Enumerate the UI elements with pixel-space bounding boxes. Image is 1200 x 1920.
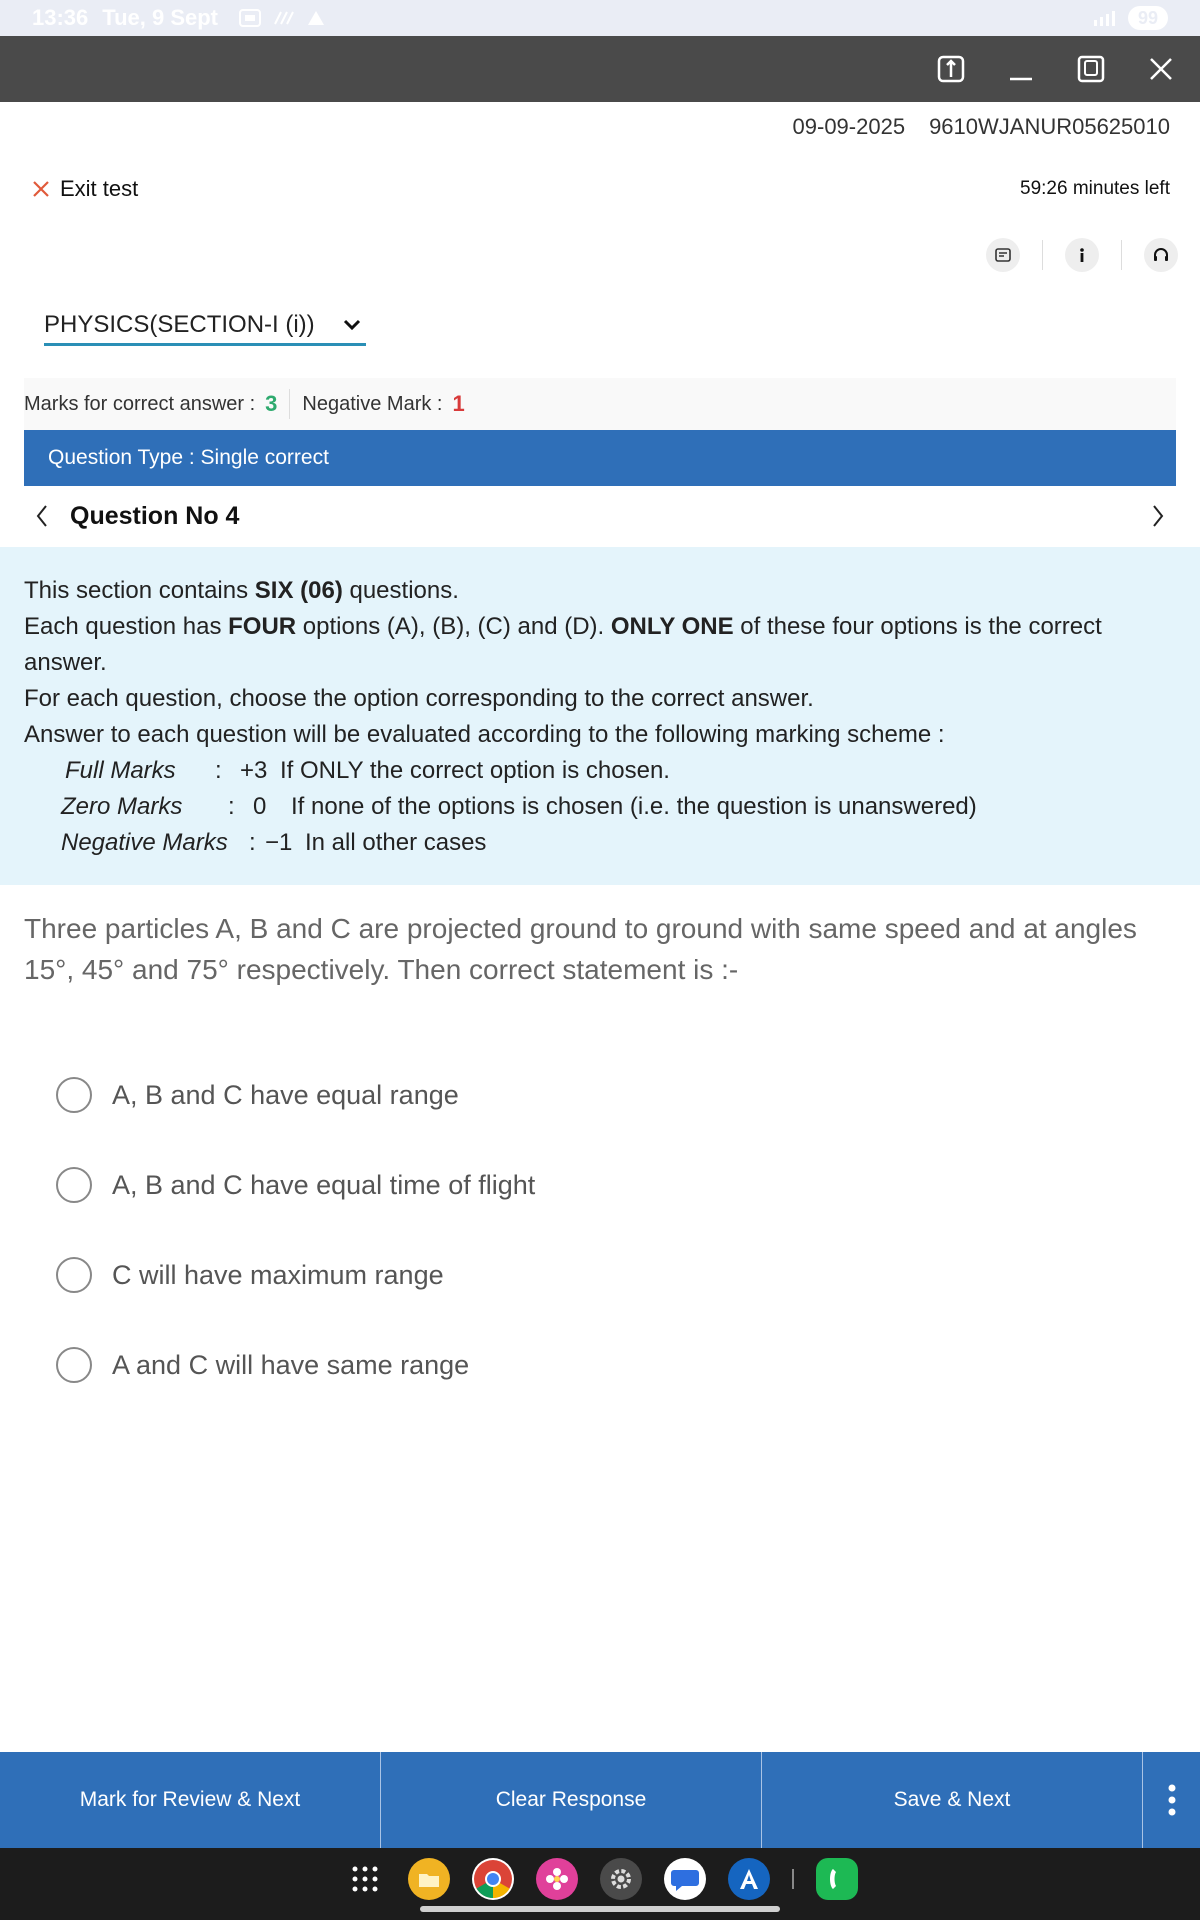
marks-negative-value: 1 xyxy=(452,391,465,416)
radio-button[interactable] xyxy=(56,1257,92,1293)
folder-icon xyxy=(417,1869,441,1889)
app-dock xyxy=(344,1858,858,1900)
split-view-icon xyxy=(937,55,965,83)
scheme-row: Zero Marks : 0 If none of the options is chosen (i.e. the question is unanswered) xyxy=(61,793,977,820)
close-icon xyxy=(32,180,50,198)
notes-button[interactable] xyxy=(986,238,1020,272)
clear-response-button[interactable]: Clear Response xyxy=(381,1752,762,1848)
option-label: C will have maximum range xyxy=(112,1259,444,1290)
signal-lines-icon xyxy=(272,8,296,28)
support-button[interactable] xyxy=(1144,238,1178,272)
option-b[interactable] xyxy=(56,1140,535,1230)
radio-button[interactable] xyxy=(56,1167,92,1203)
next-question-button[interactable] xyxy=(1140,498,1176,534)
apps-grid-icon xyxy=(351,1865,379,1893)
section-instructions xyxy=(0,547,1200,885)
action-footer xyxy=(0,1752,1200,1848)
status-icons xyxy=(238,8,326,28)
split-view-button[interactable] xyxy=(936,54,966,84)
maximize-icon xyxy=(1077,55,1105,83)
screenshot-icon xyxy=(238,8,262,28)
test-meta xyxy=(793,114,1170,140)
notes-icon xyxy=(993,245,1013,265)
exit-test-button[interactable] xyxy=(32,176,138,202)
question-nav xyxy=(24,492,1176,540)
minimize-icon xyxy=(1007,55,1035,83)
option-label: A, B and C have equal time of flight xyxy=(112,1169,536,1200)
gear-icon xyxy=(608,1866,634,1892)
section-dropdown[interactable] xyxy=(44,306,366,346)
info-button[interactable] xyxy=(1065,238,1099,272)
test-id: 9610WJANUR05625010 xyxy=(929,114,1170,139)
chevron-left-icon xyxy=(34,503,50,529)
exit-test-label: Exit test xyxy=(60,176,139,201)
mark-review-next-button[interactable]: Mark for Review & Next xyxy=(0,1752,381,1848)
answer-options xyxy=(56,1050,535,1410)
radio-button[interactable] xyxy=(56,1077,92,1113)
taskbar xyxy=(0,1848,1200,1920)
scheme-row: Negative Marks : −1 In all other cases xyxy=(61,829,487,856)
dock-divider xyxy=(792,1869,794,1889)
more-options-button[interactable] xyxy=(1143,1752,1200,1848)
apps-grid-button[interactable] xyxy=(344,1858,386,1900)
phone-app[interactable] xyxy=(816,1858,858,1900)
status-bar xyxy=(0,0,1200,36)
chrome-icon xyxy=(473,1859,513,1899)
gallery-app[interactable] xyxy=(536,1858,578,1900)
close-window-button[interactable] xyxy=(1146,54,1176,84)
scheme-row: Full Marks : +3 If ONLY the correct option is chosen. xyxy=(65,757,670,784)
option-c[interactable] xyxy=(56,1230,535,1320)
section-dropdown-value: PHYSICS(SECTION-I (i)) xyxy=(44,310,315,338)
close-icon xyxy=(1147,55,1175,83)
battery-indicator: 99 xyxy=(1128,6,1168,30)
window-titlebar xyxy=(0,36,1200,102)
status-time: 13:36 xyxy=(32,5,89,30)
chat-bubble-icon xyxy=(670,1866,700,1892)
divider xyxy=(1121,240,1122,270)
minimize-button[interactable] xyxy=(1006,54,1036,84)
info-icon xyxy=(1072,245,1092,265)
marks-correct-value: 3 xyxy=(265,391,278,416)
divider xyxy=(289,389,290,419)
time-remaining: 59:26 minutes left xyxy=(1020,178,1170,199)
alert-triangle-icon xyxy=(306,8,326,28)
maximize-button[interactable] xyxy=(1076,54,1106,84)
prev-question-button[interactable] xyxy=(24,498,60,534)
chevron-down-icon xyxy=(342,318,362,332)
question-text: Three particles A, B and C are projected ground to ground with same speed and at angles 15°, 45° and 75° respectively. Then correct statement is :- xyxy=(24,913,1137,985)
question-number: Question No 4 xyxy=(70,501,240,530)
letter-a-icon xyxy=(736,1866,762,1892)
settings-app[interactable] xyxy=(600,1858,642,1900)
instruction-line: For each question, choose the option corresponding to the correct answer. xyxy=(24,685,814,712)
headset-icon xyxy=(1151,245,1171,265)
flower-icon xyxy=(544,1866,570,1892)
question-type-banner: Question Type : Single correct xyxy=(24,430,1176,486)
chevron-right-icon xyxy=(1150,503,1166,529)
app-store-app[interactable] xyxy=(728,1858,770,1900)
instruction-line: This section contains SIX (06) questions. xyxy=(24,577,459,604)
option-label: A, B and C have equal range xyxy=(112,1079,459,1110)
more-vertical-icon xyxy=(1167,1783,1177,1817)
messages-app[interactable] xyxy=(664,1858,706,1900)
chrome-app[interactable] xyxy=(472,1858,514,1900)
option-a[interactable] xyxy=(56,1050,535,1140)
instruction-line: Answer to each question will be evaluated according to the following marking scheme : xyxy=(24,721,945,748)
files-app[interactable] xyxy=(408,1858,450,1900)
divider xyxy=(1042,240,1043,270)
marks-negative-label: Negative Mark : xyxy=(302,392,443,415)
instruction-line: Each question has FOUR options (A), (B), (C) and (D). ONLY ONE of these four options is the correct answer. xyxy=(24,613,1102,676)
marks-correct-label: Marks for correct answer : xyxy=(24,392,256,415)
wifi-signal-icon xyxy=(1092,8,1118,28)
status-date: Tue, 9 Sept xyxy=(102,5,219,30)
radio-button[interactable] xyxy=(56,1347,92,1383)
save-next-button[interactable]: Save & Next xyxy=(762,1752,1143,1848)
option-label: A and C will have same range xyxy=(112,1349,470,1380)
phone-icon xyxy=(825,1866,849,1892)
marks-info xyxy=(24,378,1176,430)
tool-icons xyxy=(986,238,1178,272)
option-d[interactable] xyxy=(56,1320,535,1410)
test-date: 09-09-2025 xyxy=(792,114,906,139)
home-gesture-bar[interactable] xyxy=(420,1906,780,1912)
